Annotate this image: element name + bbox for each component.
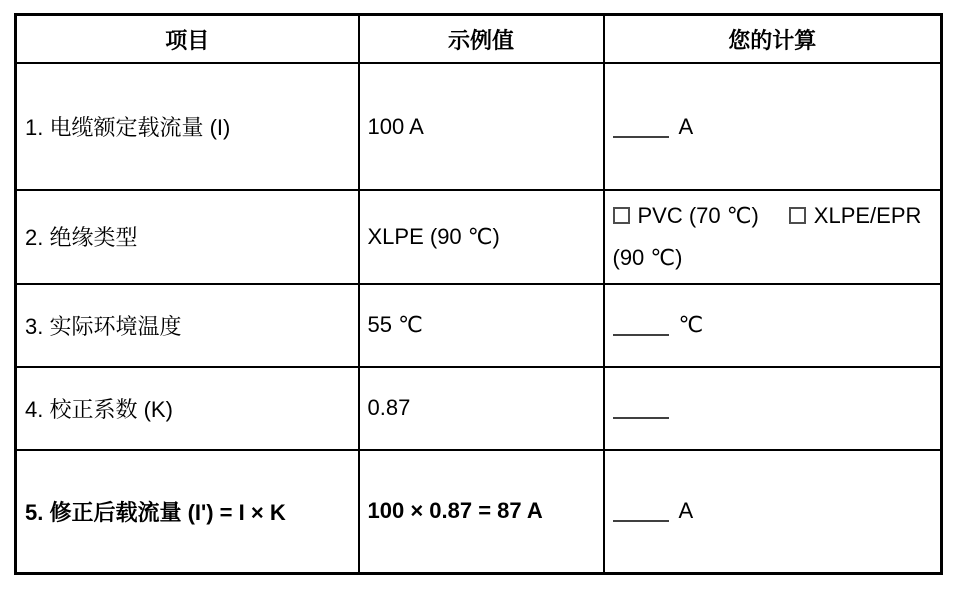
example-correction-factor: 0.87	[359, 367, 604, 450]
example-corrected-ampacity: 100 × 0.87 = 87 A	[359, 450, 604, 574]
calc-cell-correction-factor	[604, 367, 942, 450]
item-label-corrected-ampacity: 5. 修正后载流量 (I') = I × K	[16, 450, 359, 574]
blank-unit-label: A	[678, 113, 694, 139]
table-row-rated-current	[16, 63, 942, 190]
blank-unit-label: A	[678, 498, 694, 524]
cable-calc-worksheet-table	[14, 13, 943, 575]
calc-cell-rated-current	[604, 63, 942, 190]
example-rated-current: 100 A	[359, 63, 604, 190]
calc-cell-corrected-ampacity	[604, 450, 942, 574]
item-label-rated-current: 1. 电缆额定载流量 (I)	[16, 63, 359, 190]
fill-in-blank-rated-current[interactable]	[613, 135, 669, 138]
option-xlpe-epr-label: XLPE/EPR (90 ℃)	[612, 203, 922, 270]
table-row-corrected-ampacity	[16, 450, 942, 574]
table-header-row	[16, 15, 942, 64]
header-your-calculation: 您的计算	[604, 15, 942, 64]
blank-unit-label: ℃	[678, 312, 704, 338]
example-insulation-type: XLPE (90 ℃)	[359, 190, 604, 284]
item-label-insulation-type: 2. 绝缘类型	[16, 190, 359, 284]
fill-in-blank-corrected-ampacity[interactable]	[613, 519, 669, 522]
table-row-insulation-type	[16, 190, 942, 284]
header-item: 项目	[16, 15, 359, 64]
fill-in-blank-ambient-temperature[interactable]	[613, 333, 669, 336]
item-label-correction-factor: 4. 校正系数 (K)	[16, 367, 359, 450]
checkbox-icon[interactable]	[613, 207, 630, 224]
example-ambient-temperature: 55 ℃	[359, 284, 604, 367]
calc-cell-insulation-type	[604, 190, 942, 284]
item-label-ambient-temperature: 3. 实际环境温度	[16, 284, 359, 367]
checkbox-icon[interactable]	[789, 207, 806, 224]
option-pvc[interactable]	[613, 203, 759, 228]
table-row-correction-factor	[16, 367, 942, 450]
calc-cell-ambient-temperature	[604, 284, 942, 367]
fill-in-blank-correction-factor[interactable]	[613, 416, 669, 419]
option-pvc-label: PVC (70 ℃)	[637, 203, 759, 228]
table-row-ambient-temperature	[16, 284, 942, 367]
header-example-value: 示例值	[359, 15, 604, 64]
